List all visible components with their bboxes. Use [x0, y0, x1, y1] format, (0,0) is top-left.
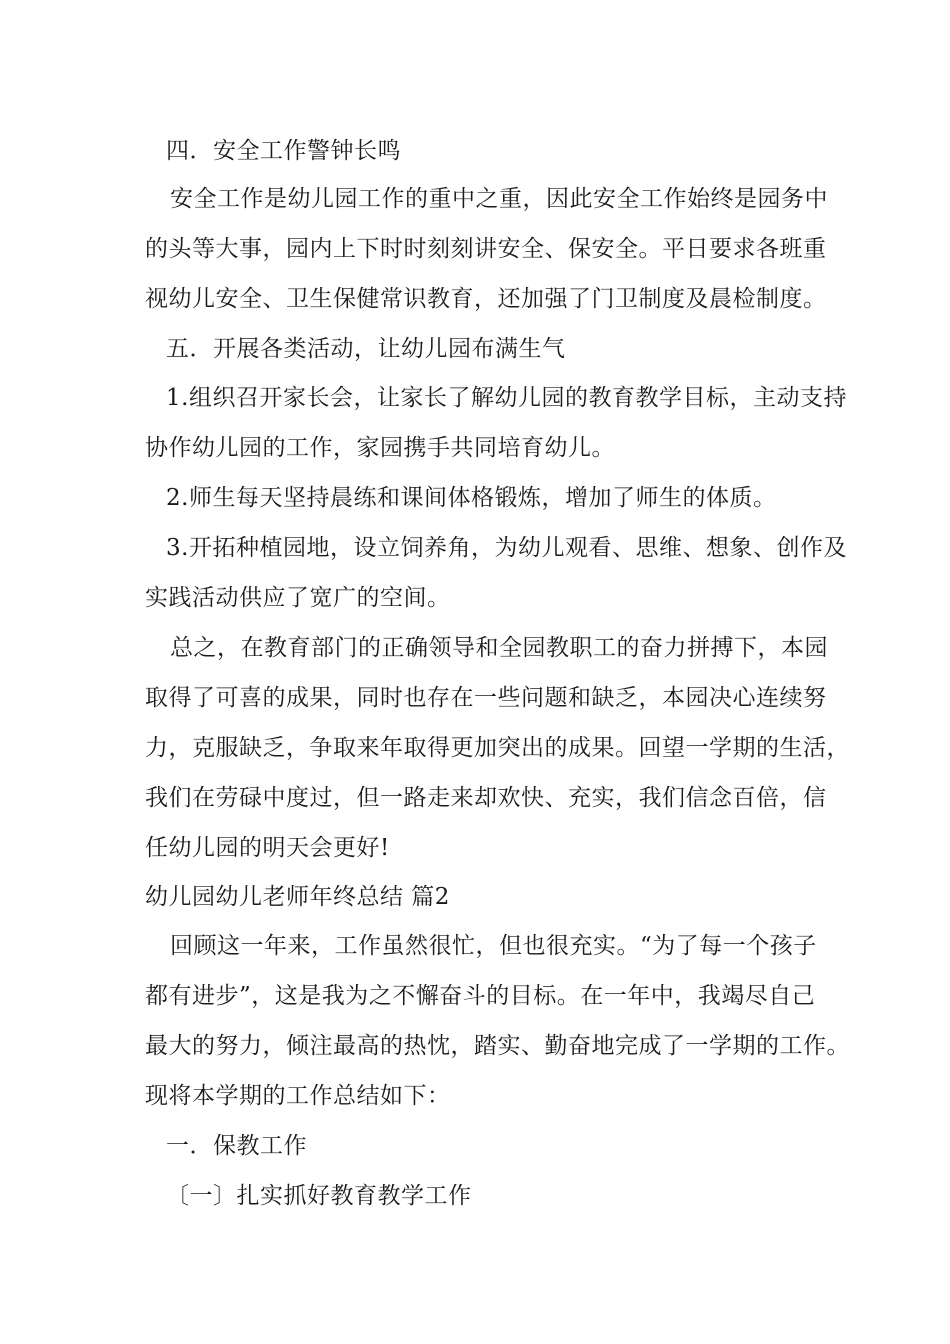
paragraph-line: 视幼儿安全、卫生保健常识教育，还加强了门卫制度及晨检制度。 [145, 286, 827, 312]
paragraph-line: 力，克服缺乏，争取来年取得更加突出的成果。回望一学期的生活， [145, 735, 850, 761]
section-heading-4: 四．安全工作警钟长鸣 [166, 138, 401, 164]
section-heading-1: 一．保教工作 [166, 1133, 307, 1159]
list-item-3: 3.开拓种植园地，设立饲养角，为幼儿观看、思维、想象、创作及 [166, 535, 847, 561]
paragraph-line: 的头等大事，园内上下时时刻刻讲安全、保安全。平日要求各班重 [145, 236, 827, 262]
paragraph-line: 取得了可喜的成果，同时也存在一些问题和缺乏，本园决心连续努 [145, 685, 827, 711]
document-title: 幼儿园幼儿老师年终总结 篇2 [145, 884, 450, 910]
paragraph-line: 都有进步”，这是我为之不懈奋斗的目标。在一年中，我竭尽自己 [145, 983, 816, 1009]
paragraph-line: 我们在劳碌中度过，但一路走来却欢快、充实，我们信念百倍，信 [145, 785, 827, 811]
paragraph-line: 总之，在教育部门的正确领导和全园教职工的奋力拼搏下，本园 [170, 635, 828, 661]
paragraph-line: 任幼儿园的明天会更好! [145, 835, 390, 861]
paragraph-line: 安全工作是幼儿园工作的重中之重，因此安全工作始终是园务中 [170, 186, 828, 212]
subsection-heading: 〔一〕扎实抓好教育教学工作 [166, 1183, 472, 1209]
paragraph-line: 最大的努力，倾注最高的热忱，踏实、勤奋地完成了一学期的工作。 [145, 1033, 850, 1059]
paragraph-line: 实践活动供应了宽广的空间。 [145, 585, 451, 611]
paragraph-line: 回顾这一年来，工作虽然很忙，但也很充实。“为了每一个孩子 [170, 933, 817, 959]
paragraph-line: 协作幼儿园的工作，家园携手共同培育幼儿。 [145, 435, 615, 461]
section-heading-5: 五．开展各类活动，让幼儿园布满生气 [166, 336, 566, 362]
paragraph-line: 现将本学期的工作总结如下： [145, 1083, 451, 1109]
list-item-2: 2.师生每天坚持晨练和课间体格锻炼，增加了师生的体质。 [166, 485, 777, 511]
list-item-1: 1.组织召开家长会，让家长了解幼儿园的教育教学目标，主动支持 [166, 385, 847, 411]
